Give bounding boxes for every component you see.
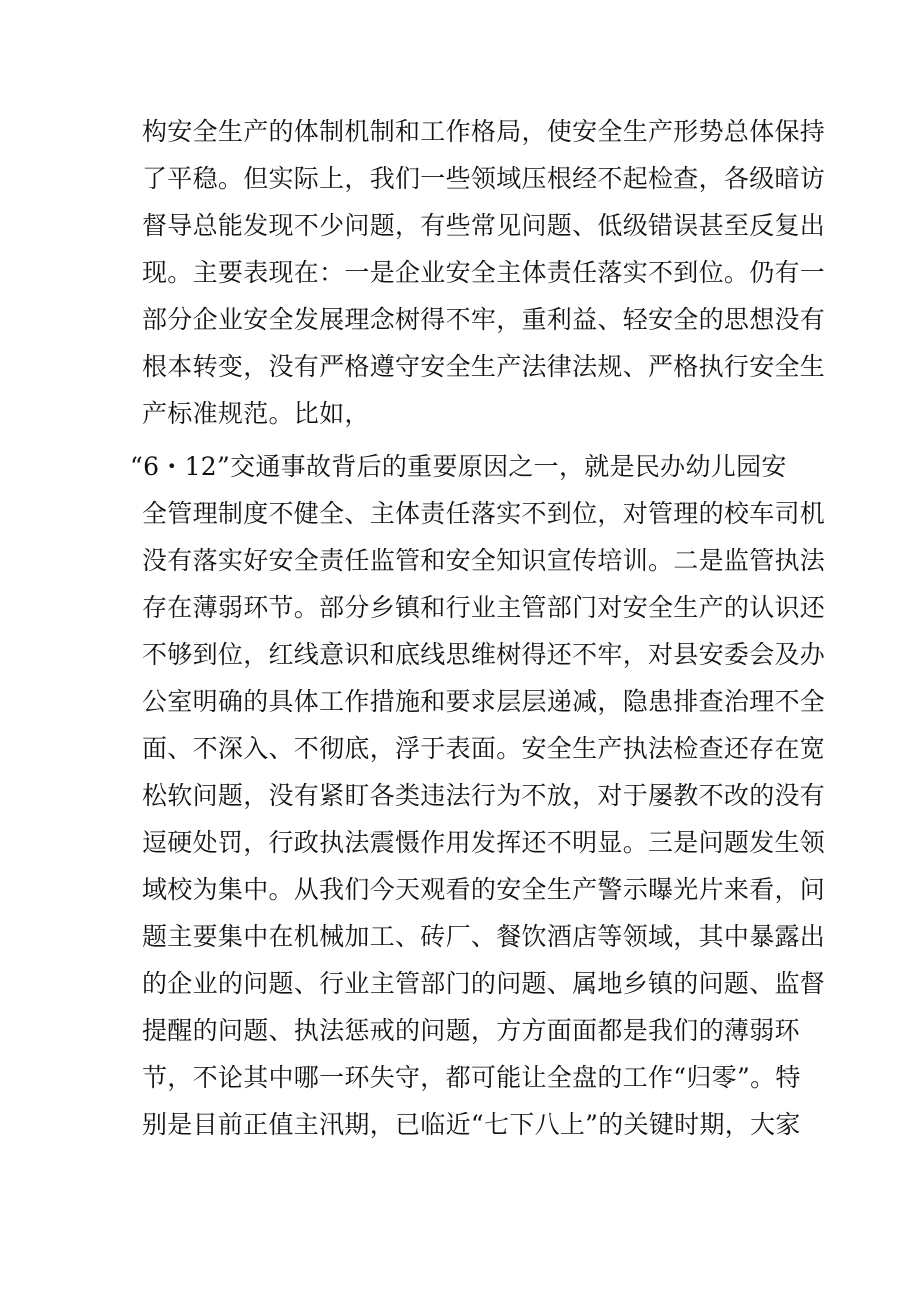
text-line: 节，不论其中哪一环失守，都可能让全盘的工作“归零”。特 (142, 1063, 801, 1092)
text-line: 题主要集中在机械加工、砖厂、餐饮酒店等领域，其中暴露出 (142, 922, 826, 951)
text-line: 现。主要表现在：一是企业安全主体责任落实不到位。仍有一 (142, 258, 826, 287)
text-line: 了平稳。但实际上，我们一些领域压根经不起检查，各级暗访 (142, 164, 826, 193)
text-line: 的企业的问题、行业主管部门的问题、属地乡镇的问题、监督 (142, 969, 826, 998)
text-line: 提醒的问题、执法惩戒的问题，方方面面都是我们的薄弱环 (142, 1016, 800, 1045)
text-line: 不够到位，红线意识和底线思维树得还不牢，对县安委会及办 (142, 640, 826, 669)
text-line: 没有落实好安全责任监管和安全知识宣传培训。二是监管执法 (142, 546, 826, 575)
text-line: 根本转变，没有严格遵守安全生产法律法规、严格执行安全生 (142, 352, 826, 381)
text-line: 全管理制度不健全、主体责任落实不到位，对管理的校车司机 (142, 499, 826, 528)
text-line: 构安全生产的体制机制和工作格局，使安全生产形势总体保持 (142, 117, 826, 146)
text-line: 域校为集中。从我们今天观看的安全生产警示曝光片来看，问 (142, 875, 826, 904)
text-line: 面、不深入、不彻底，浮于表面。安全生产执法检查还存在宽 (142, 734, 826, 763)
text-line: 存在薄弱环节。部分乡镇和行业主管部门对安全生产的认识还 (142, 593, 826, 622)
text-line: 产标准规范。比如， (142, 399, 370, 428)
text-line: 公室明确的具体工作措施和要求层层递减，隐患排查治理不全 (142, 687, 826, 716)
text-line: “6・12”交通事故背后的重要原因之一，就是民办幼儿园安 (130, 452, 787, 481)
text-line: 别是目前正值主汛期，已临近“七下八上”的关键时期，大家 (142, 1110, 801, 1139)
text-line: 部分企业安全发展理念树得不牢，重利益、轻安全的思想没有 (142, 305, 826, 334)
text-line: 松软问题，没有紧盯各类违法行为不放，对于屡教不改的没有 (142, 781, 826, 810)
text-line: 逗硬处罚，行政执法震慑作用发挥还不明显。三是问题发生领 (142, 828, 826, 857)
text-line: 督导总能发现不少问题，有些常见问题、低级错误甚至反复出 (142, 211, 826, 240)
